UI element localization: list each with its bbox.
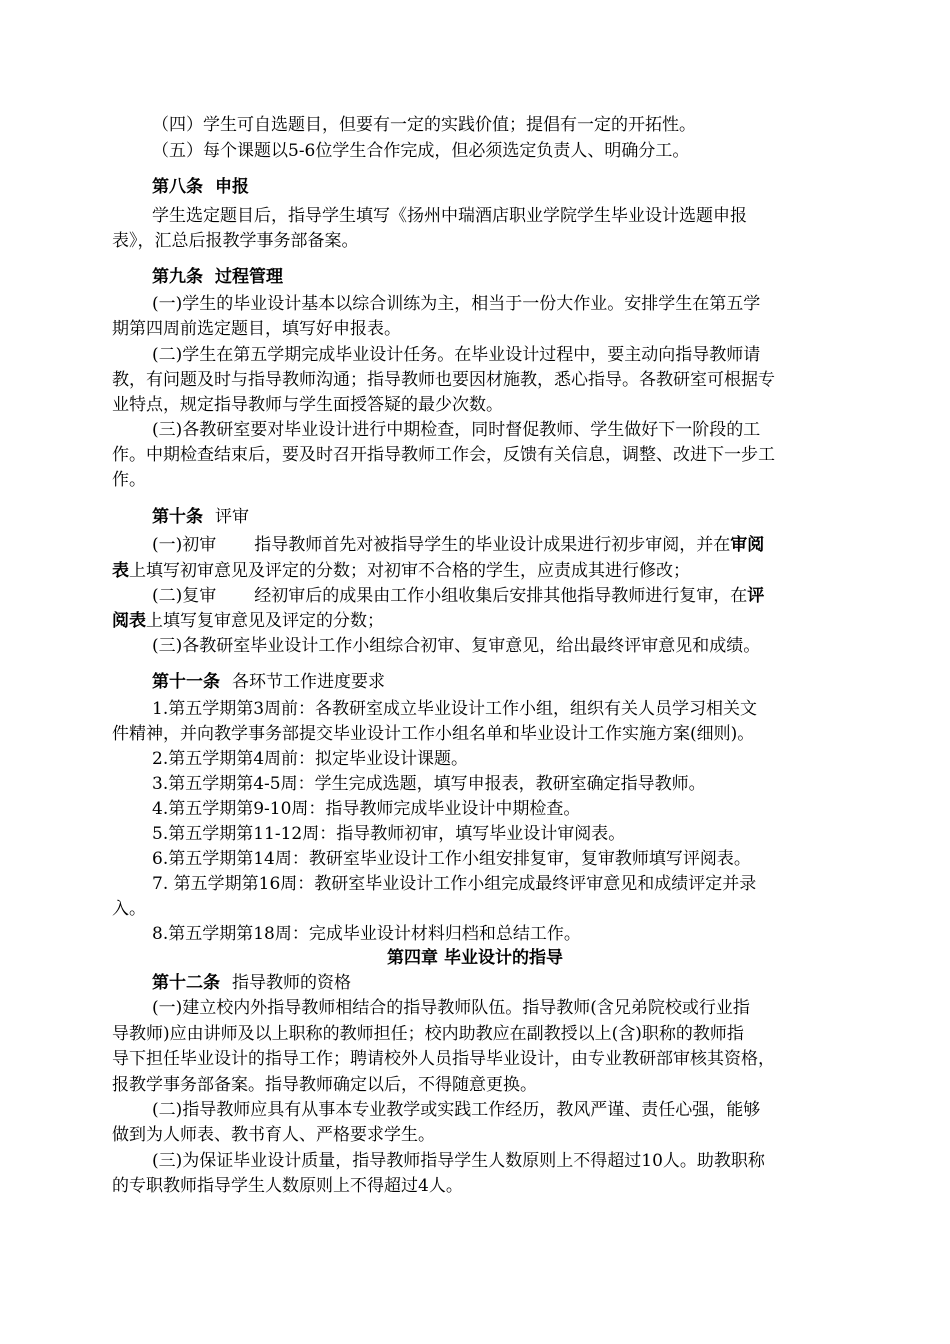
article10-item2-line1 xyxy=(152,585,838,607)
article12-item2-line2: 做到为人师表、教书育人、严格要求学生。 xyxy=(112,1125,435,1145)
article11-step4: 4.第五学期第9-10周：指导教师完成毕业设计中期检查。 xyxy=(152,799,581,819)
article12-item2-line1: (二)指导教师应具有从事本专业教学或实践工作经历，教风严谨、责任心强，能够 xyxy=(152,1100,761,1120)
article9-item2-line3: 业特点，规定指导教师与学生面授答疑的最少次数。 xyxy=(112,395,503,415)
article10-item1-line1 xyxy=(152,534,838,556)
article10-item3: (三)各教研室毕业设计工作小组综合初审、复审意见，给出最终评审意见和成绩。 xyxy=(152,636,761,656)
article10-number: 第十条 xyxy=(152,507,203,527)
article7-item4: （四）学生可自选题目，但要有一定的实践价值；提倡有一定的开拓性。 xyxy=(152,115,696,135)
article7-item5: （五）每个课题以5-6位学生合作完成，但必须选定负责人、明确分工。 xyxy=(152,141,690,161)
article10-item2-bold: 评 xyxy=(747,586,765,606)
article10-item1-text-cont: 上填写初审意见及评定的分数；对初审不合格的学生，应责成其进行修改； xyxy=(129,561,690,581)
article10-item1-label: (一)初审 xyxy=(152,535,217,555)
article8-title: 申报 xyxy=(215,177,249,197)
article12-item1-line2: 导教师)应由讲师及以上职称的教师担任；校内助教应在副教授以上(含)职称的教师指 xyxy=(112,1024,744,1044)
article11-step6: 6.第五学期第14周：教研室毕业设计工作小组安排复审，复审教师填写评阅表。 xyxy=(152,849,751,869)
article9-title: 过程管理 xyxy=(215,267,283,287)
article11-step7-line1: 7. 第五学期第16周：教研室毕业设计工作小组完成最终评审意见和成绩评定并录 xyxy=(152,874,757,894)
article12-heading xyxy=(152,972,878,994)
article9-item2-line1: (二)学生在第五学期完成毕业设计任务。在毕业设计过程中，要主动向指导教师请 xyxy=(152,345,761,365)
article10-item2-text-cont: 上填写复审意见及评定的分数； xyxy=(146,611,384,631)
article11-title: 各环节工作进度要求 xyxy=(232,672,385,692)
article8-paragraph-line1: 学生选定题目后，指导学生填写《扬州中瑞酒店职业学院学生毕业设计选题申报 xyxy=(152,206,747,226)
article10-item2-text: 经初审后的成果由工作小组收集后安排其他指导教师进行复审，在 xyxy=(254,586,748,606)
article12-item3-line2: 的专职教师指导学生人数原则上不得超过4人。 xyxy=(112,1176,463,1196)
article12-item1-line4: 报教学事务部备案。指导教师确定以后，不得随意更换。 xyxy=(112,1075,537,1095)
article11-step5: 5.第五学期第11-12周：指导教师初审，填写毕业设计审阅表。 xyxy=(152,824,626,844)
article11-step2: 2.第五学期第4周前：拟定毕业设计课题。 xyxy=(152,749,469,769)
article12-title: 指导教师的资格 xyxy=(232,973,351,993)
article12-item3-line1: (三)为保证毕业设计质量，指导教师指导学生人数原则上不得超过10人。助教职称 xyxy=(152,1151,765,1171)
article10-item1-line2 xyxy=(112,560,838,582)
article8-number: 第八条 xyxy=(152,177,203,197)
article9-item1-line1: (一)学生的毕业设计基本以综合训练为主，相当于一份大作业。安排学生在第五学 xyxy=(152,294,761,314)
article8-heading xyxy=(152,176,878,198)
article9-item3-line2: 作。中期检查结束后，要及时召开指导教师工作会，反馈有关信息，调整、改进下一步工 xyxy=(112,445,775,465)
article10-item2-label: (二)复审 xyxy=(152,586,217,606)
article11-step1-line1: 1.第五学期第3周前：各教研室成立毕业设计工作小组，组织有关人员学习相关文 xyxy=(152,699,758,719)
article11-step3: 3.第五学期第4-5周：学生完成选题，填写申报表，教研室确定指导教师。 xyxy=(152,774,706,794)
article12-item1-line3: 导下担任毕业设计的指导工作；聘请校外人员指导毕业设计，由专业教研部审核其资格， xyxy=(112,1049,775,1069)
article9-item1-line2: 期第四周前选定题目，填写好申报表。 xyxy=(112,319,401,339)
article8-paragraph-line2: 表》，汇总后报教学事务部备案。 xyxy=(112,231,359,251)
article9-number: 第九条 xyxy=(152,267,203,287)
article12-item1-line1: (一)建立校内外指导教师相结合的指导教师队伍。指导教师(含兄弟院校或行业指 xyxy=(152,998,750,1018)
article10-item2-bold-cont: 阅表 xyxy=(112,611,146,631)
article9-item3-line1: (三)各教研室要对毕业设计进行中期检查，同时督促教师、学生做好下一阶段的工 xyxy=(152,420,761,440)
article10-item2-line2 xyxy=(112,610,838,632)
article11-step8: 8.第五学期第18周：完成毕业设计材料归档和总结工作。 xyxy=(152,924,581,944)
article9-item3-line3: 作。 xyxy=(112,470,146,490)
article9-item2-line2: 教，有问题及时与指导教师沟通；指导教师也要因材施教，悉心指导。各教研室可根据专 xyxy=(112,370,775,390)
chapter4-title: 第四章 毕业设计的指导 xyxy=(387,948,563,968)
article11-step7-line2: 入。 xyxy=(112,899,146,919)
article10-item1-bold-cont: 表 xyxy=(112,561,129,581)
article10-item1-text: 指导教师首先对被指导学生的毕业设计成果进行初步审阅，并在 xyxy=(254,535,731,555)
article9-heading xyxy=(152,266,878,288)
article11-heading xyxy=(152,671,878,693)
article11-number: 第十一条 xyxy=(152,672,220,692)
article10-item1-bold: 审阅 xyxy=(730,535,765,555)
article10-title: 评审 xyxy=(215,507,249,527)
article10-heading xyxy=(152,506,878,528)
article11-step1-line2: 件精神，并向教学事务部提交毕业设计工作小组名单和毕业设计工作实施方案(细则)。 xyxy=(112,724,755,744)
article12-number: 第十二条 xyxy=(152,973,220,993)
